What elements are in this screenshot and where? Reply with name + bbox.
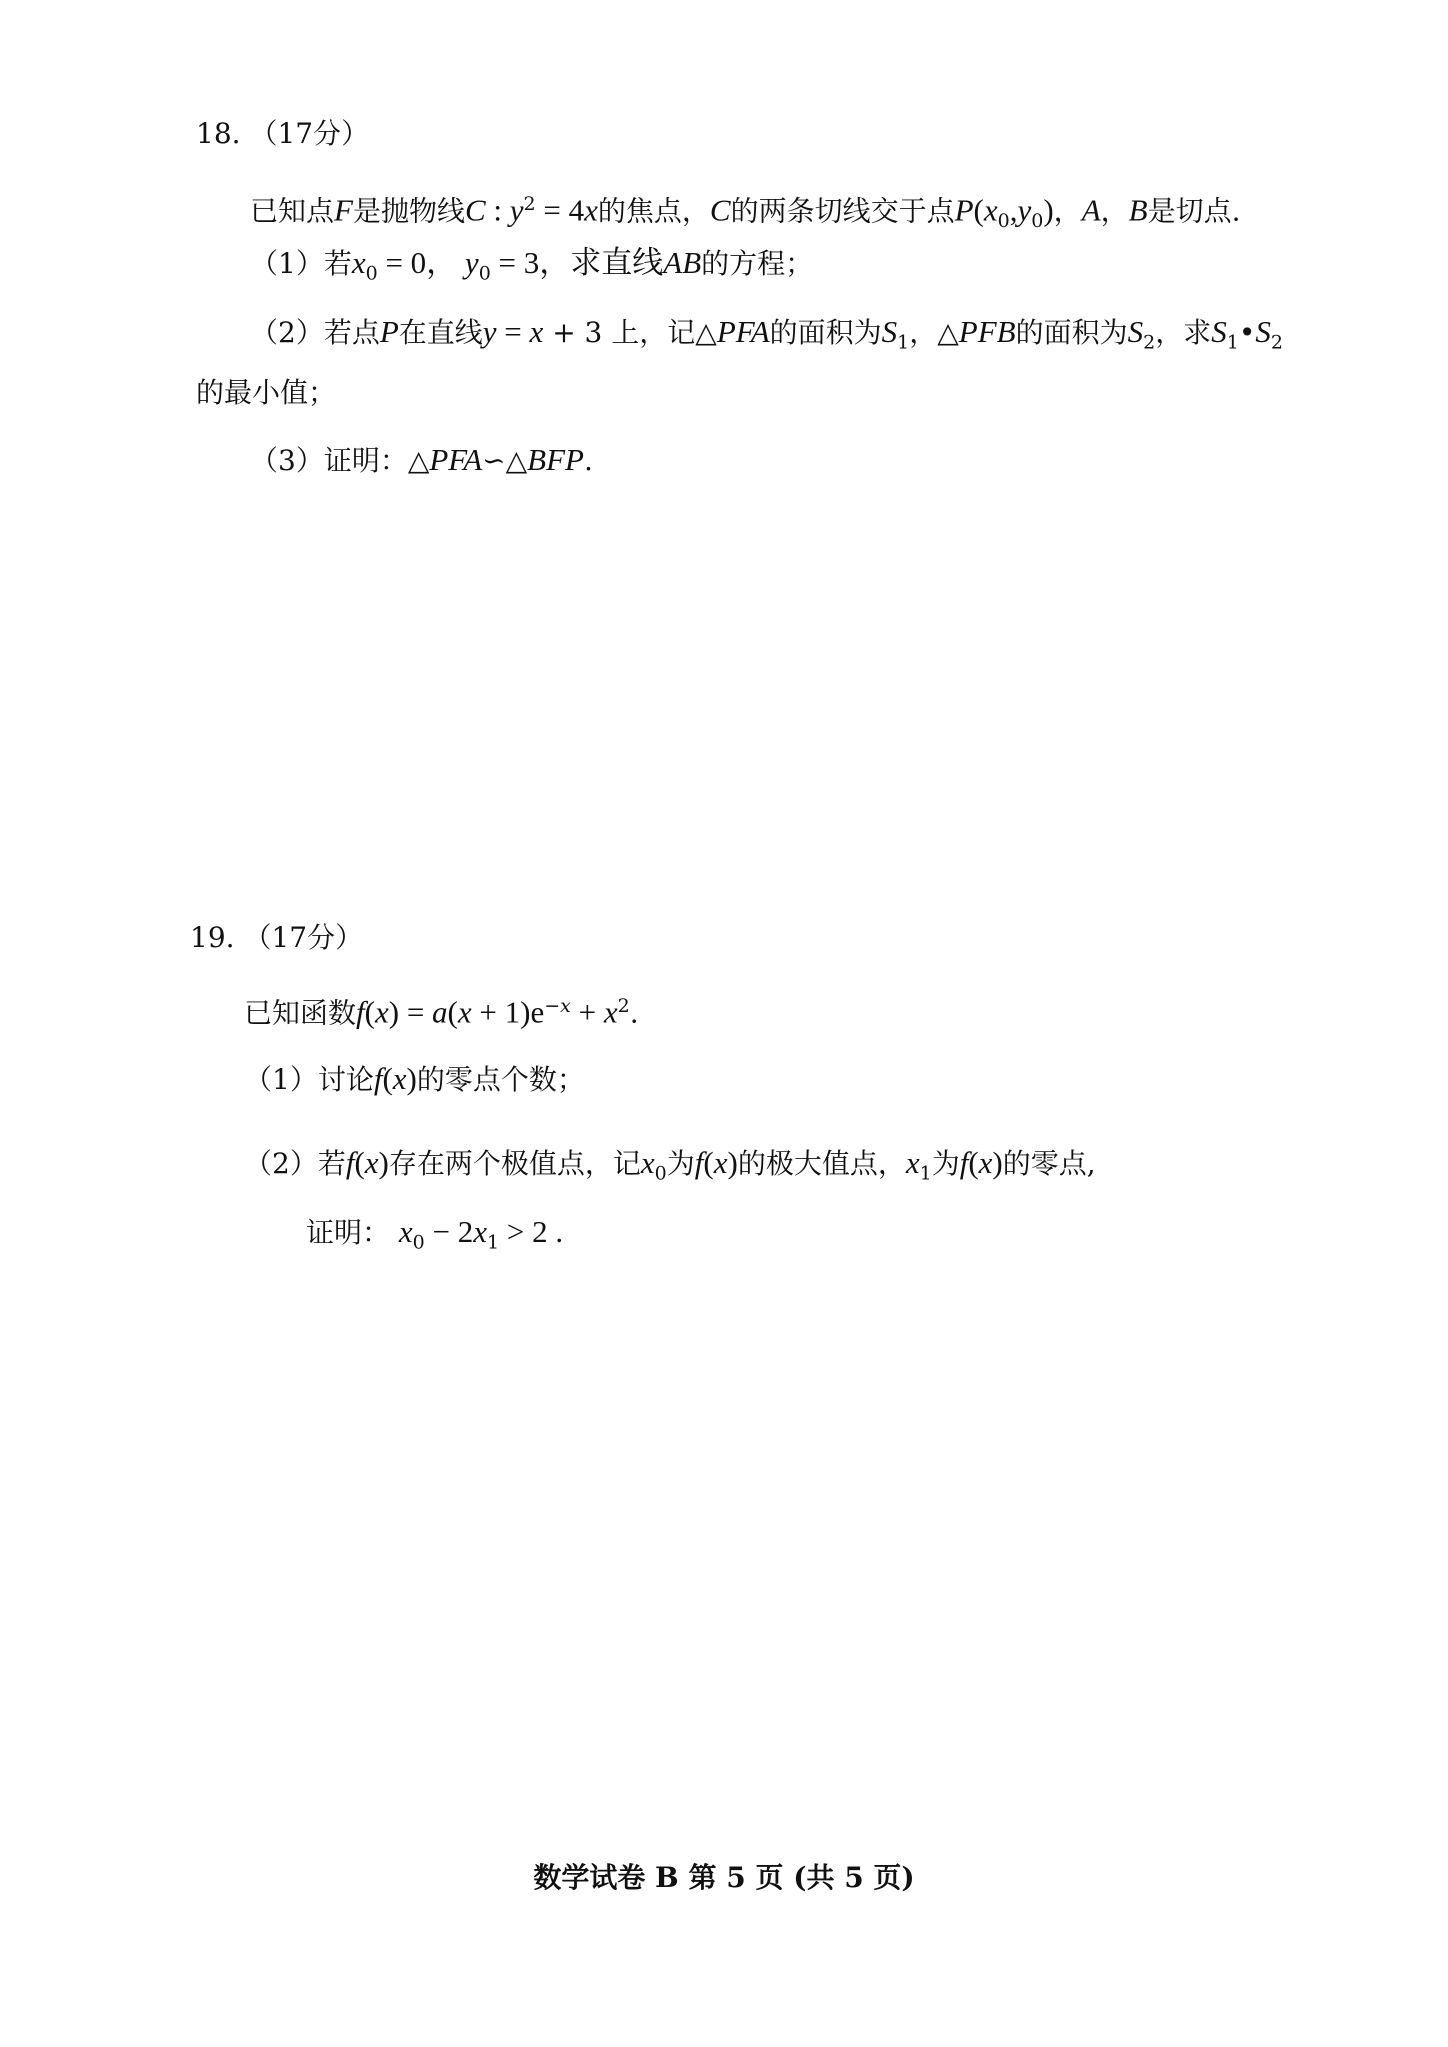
math-var: f — [694, 1145, 704, 1180]
text: 是切点. — [1147, 194, 1241, 228]
text: （1）若 — [250, 247, 352, 280]
math-op: ( — [973, 192, 984, 228]
math-var: C — [464, 192, 486, 228]
math-var: y — [464, 245, 479, 280]
math-sub: 2 — [1143, 331, 1156, 354]
math-op: = 4 — [535, 192, 585, 228]
math-var: x — [983, 192, 998, 228]
q19-stem — [244, 986, 639, 1033]
math-op: ) — [388, 994, 400, 1030]
text: ， — [1053, 194, 1082, 228]
math-op: : — [485, 192, 510, 228]
math-var: C — [709, 192, 731, 228]
math-op: = 0， — [377, 245, 465, 280]
math-var: x — [529, 314, 544, 349]
math-var: x — [713, 1145, 728, 1180]
text: ，求 — [1155, 316, 1212, 349]
math-var: f — [345, 1145, 355, 1180]
text: . — [583, 444, 593, 477]
math-op: • — [1238, 316, 1256, 349]
q18-number: 18. — [196, 117, 241, 150]
math-exp: 2 — [523, 193, 536, 215]
page-footer: 数学试卷 B 第 5 页 (共 5 页) — [533, 1861, 915, 1894]
math-var: PFA — [429, 442, 483, 477]
math-op: ) — [1043, 192, 1054, 228]
text: 的两条切线交于点 — [730, 194, 955, 228]
text: 证明： — [306, 1216, 399, 1249]
math-var: x — [473, 1214, 488, 1249]
math-op: ( — [364, 994, 375, 1030]
math-op: = 3，求直线 — [490, 245, 664, 280]
math-sub: 0 — [654, 1162, 667, 1185]
math-sub: 1 — [919, 1162, 932, 1185]
math-sub: 0 — [365, 262, 378, 285]
text: 的面积为 — [769, 316, 882, 349]
text: 已知函数 — [244, 996, 357, 1030]
q18-score: （17分） — [249, 117, 370, 150]
math-sub: 0 — [412, 1231, 425, 1254]
text: 为 — [666, 1147, 695, 1180]
text: ， — [1100, 194, 1129, 228]
text: 的焦点， — [597, 194, 710, 228]
math-op: = — [496, 314, 530, 349]
math-op: − 2 — [424, 1214, 474, 1249]
text: 存在两个极值点，记 — [388, 1147, 641, 1180]
math-sub: 1 — [487, 1231, 500, 1254]
q19-proof — [306, 1212, 563, 1263]
math-op: ( — [703, 1145, 714, 1180]
text: 的方程； — [701, 247, 814, 280]
math-sub: 1 — [897, 331, 910, 354]
text: 为 — [931, 1147, 960, 1180]
math-var: x — [905, 1145, 920, 1180]
math-op: ) — [727, 1145, 738, 1180]
math-op: , — [1009, 192, 1018, 228]
q19-part2 — [244, 1143, 1096, 1194]
math-var: PFA — [716, 314, 770, 349]
math-var: x — [640, 1145, 655, 1180]
math-sub: 1 — [1226, 331, 1239, 354]
q19-part1 — [244, 1059, 585, 1100]
math-var: P — [379, 314, 399, 349]
text: + 3 上，记△ — [543, 316, 717, 349]
math-op: > 2 . — [499, 1214, 564, 1249]
text: 的最小值； — [196, 376, 337, 409]
math-var: x — [398, 1214, 413, 1249]
math-var: x — [351, 245, 366, 280]
math-exp: −x — [544, 995, 571, 1017]
math-var: S — [881, 314, 898, 349]
math-var: PFB — [958, 314, 1016, 349]
math-var: S — [1127, 314, 1144, 349]
text: （3）证明：△ — [250, 444, 430, 477]
math-var: A — [1081, 192, 1101, 228]
math-var: x — [584, 192, 598, 228]
math-op: ) — [378, 1145, 389, 1180]
q18-part1 — [250, 243, 813, 294]
math-var: y — [1017, 192, 1032, 228]
text: 是抛物线 — [352, 194, 465, 228]
math-var: f — [959, 1145, 969, 1180]
math-var: B — [1128, 192, 1148, 228]
text: 的零点个数； — [416, 1063, 585, 1096]
math-op: ( — [447, 994, 458, 1030]
math-var: AB — [663, 245, 702, 280]
q18-part2 — [250, 312, 1283, 363]
text: （2）若 — [244, 1147, 346, 1180]
math-op: ) — [406, 1061, 417, 1096]
math-op: + — [570, 994, 604, 1030]
math-var: a — [432, 994, 448, 1030]
math-sub: 0 — [997, 209, 1010, 232]
math-var: x — [603, 994, 618, 1030]
math-var: F — [334, 192, 353, 228]
text: （1）讨论 — [244, 1063, 374, 1096]
math-var: P — [954, 192, 974, 228]
text: . — [629, 996, 639, 1030]
math-var: x — [457, 994, 472, 1030]
math-sub: 2 — [1270, 331, 1283, 354]
math-op: ( — [354, 1145, 365, 1180]
math-var: f — [356, 994, 365, 1030]
math-var: x — [392, 1061, 407, 1096]
math-op: ∽△ — [482, 444, 528, 477]
text: 的面积为 — [1015, 316, 1128, 349]
q19-score: （17分） — [243, 921, 364, 954]
q18-part3 — [250, 440, 593, 481]
text: 在直线 — [398, 316, 483, 349]
math-var: S — [1255, 314, 1271, 349]
math-op: + 1)e — [471, 994, 545, 1030]
math-var: x — [364, 1145, 379, 1180]
math-var: BFP — [527, 442, 584, 477]
math-op: = — [399, 994, 433, 1030]
math-sub: 0 — [1031, 209, 1044, 232]
q19-number: 19. — [190, 921, 235, 954]
math-var: f — [373, 1061, 383, 1096]
q18-part2-cont — [196, 373, 336, 413]
text: 已知点 — [250, 194, 335, 228]
q19-header — [190, 918, 363, 958]
math-exp: 2 — [617, 995, 630, 1017]
math-var: S — [1211, 314, 1227, 349]
text: 的极大值点， — [737, 1147, 906, 1180]
q18-header — [196, 114, 369, 154]
q18-stem — [250, 184, 1240, 241]
math-var: x — [978, 1145, 993, 1180]
text: （2）若点 — [250, 316, 380, 349]
math-op: ( — [382, 1061, 393, 1096]
math-sub: 0 — [478, 262, 491, 285]
math-var: y — [509, 192, 524, 228]
math-op: ( — [968, 1145, 979, 1180]
math-var: x — [374, 994, 389, 1030]
text: ，△ — [909, 316, 959, 349]
math-var: y — [482, 314, 497, 349]
text: 的零点, — [1002, 1147, 1096, 1180]
math-op: ) — [992, 1145, 1003, 1180]
